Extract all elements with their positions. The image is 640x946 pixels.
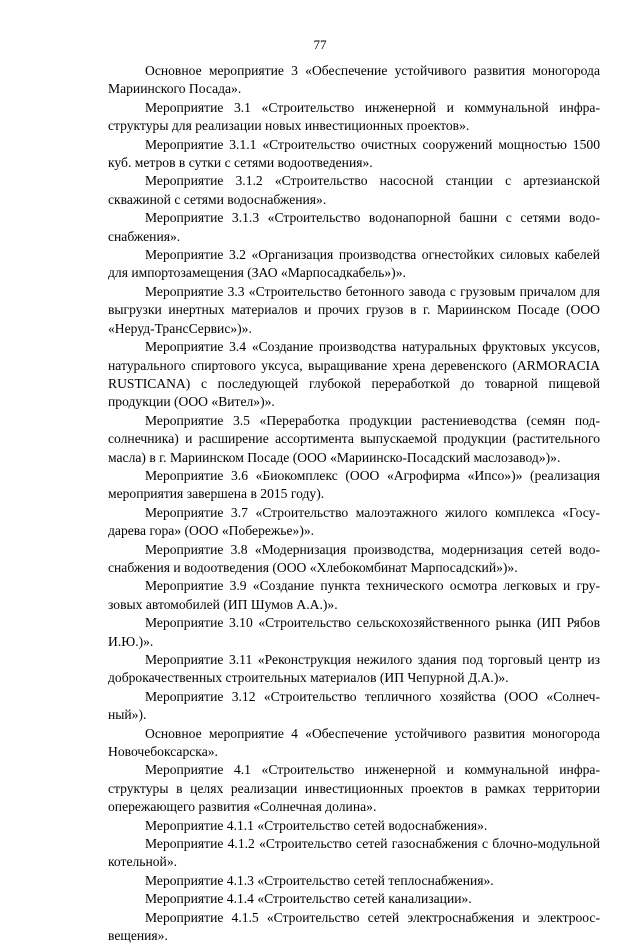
paragraph: Основное мероприятие 3 «Обеспечение устойчивого развития моногорода Мариинского Посада».	[108, 63, 600, 97]
page-number: 77	[313, 37, 327, 52]
paragraph: Мероприятие 3.8 «Модернизация производства, модернизация сетей водоснабжения и водоотведения (ООО «Хлебокомбинат Марпосадский»)».	[108, 541, 600, 575]
paragraph: Мероприятие 3.11 «Реконструкция нежилого здания под торговый центр из доброкачественных строительных материалов (ИП Чепурной Д.А.)».	[108, 652, 600, 686]
paragraph: Мероприятие 3.5 «Переработка продукции растениеводства (семян подсолнечника) и расширение ассортимента выпускаемой продукции (растительного масла) в г. Мариинском Посаде (ООО «Мариинско-Посадский маслозавод»)».	[108, 412, 600, 465]
paragraph: Мероприятие 3.9 «Создание пункта технического осмотра легковых и грузовых автомобилей (ИП Шумов А.А.)».	[108, 578, 600, 612]
paragraph: Мероприятие 4.1.5 «Строительство сетей электроснабжения и электроосвещения».	[108, 909, 600, 944]
paragraph: Мероприятие 3.1 «Строительство инженерной и коммунальной инфраструктуры для реализации новых инвестиционных проектов».	[108, 99, 600, 134]
paragraph: Мероприятие 3.4 «Создание производства натуральных фруктовых уксусов, натурального спиртового уксуса, выращивание хрена деревенского (ARMORACIA RUSTICANA) с последующей глубокой переработкой до товарной пищевой продукции (ООО «Вител»)».	[108, 339, 600, 410]
paragraph: Мероприятие 3.1.1 «Строительство очистных сооружений мощностью 1500 куб. метров в сутки с сетями водоотведения».	[108, 136, 600, 171]
paragraph: Мероприятие 3.6 «Биокомплекс (ООО «Агрофирма «Ипсо»)» (реализация мероприятия завершена в 2015 году).	[108, 467, 600, 502]
paragraph: Мероприятие 4.1 «Строительство инженерной и коммунальной инфраструктуры в целях реализации инвестиционных проектов в рамках территории опережающего развития «Солнечная долина».	[108, 762, 600, 815]
paragraph: Мероприятие 4.1.3 «Строительство сетей теплоснабжения».	[145, 872, 494, 888]
paragraph: Мероприятие 3.2 «Организация производства огнестойких силовых кабелей для импортозамещения (ЗАО «Марпосадкабель»)».	[108, 247, 600, 281]
paragraph: Мероприятие 4.1.4 «Строительство сетей канализации».	[145, 891, 472, 907]
paragraph: Основное мероприятие 4 «Обеспечение устойчивого развития моногорода Новочебоксарска».	[108, 725, 600, 760]
paragraph: Мероприятие 4.1.1 «Строительство сетей водоснабжения».	[145, 817, 488, 833]
paragraph: Мероприятие 3.1.2 «Строительство насосной станции с артезианской скважиной с сетями водоснабжения».	[108, 173, 600, 207]
paragraph: Мероприятие 3.3 «Строительство бетонного завода с грузовым причалом для выгрузки инертных материалов и прочих грузов в г. Мариинском Посаде (ООО «Неруд-ТрансСервис»)».	[108, 283, 600, 336]
paragraph: Мероприятие 3.12 «Строительство тепличного хозяйства (ООО «Солнечный»).	[108, 688, 600, 723]
paragraph: Мероприятие 4.1.2 «Строительство сетей газоснабжения с блочно-модульной котельной».	[108, 836, 600, 870]
paragraph: Мероприятие 3.10 «Строительство сельскохозяйственного рынка (ИП Рябов И.Ю.)».	[108, 615, 600, 649]
paragraph: Мероприятие 3.7 «Строительство малоэтажного жилого комплекса «Государева гора» (ООО «Побережье»)».	[108, 504, 600, 539]
paragraph: Мероприятие 3.1.3 «Строительство водонапорной башни с сетями водоснабжения».	[108, 210, 600, 244]
document-body	[108, 62, 600, 946]
